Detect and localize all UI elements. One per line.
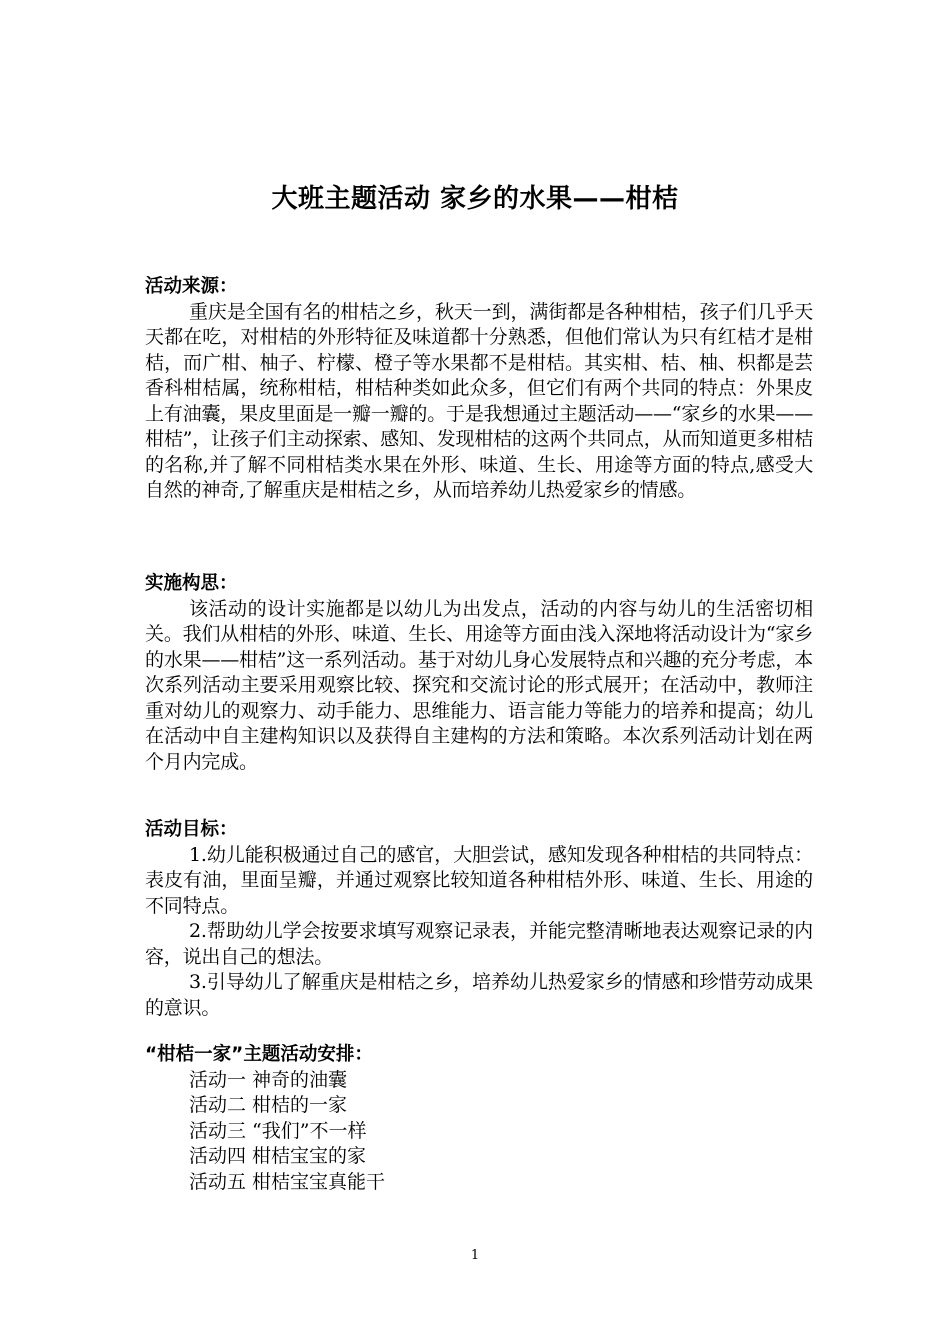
section-heading: 实施构思： xyxy=(145,573,238,594)
schedule-item-1: 活动一 神奇的油囊 xyxy=(189,1068,348,1091)
section-activity-goals xyxy=(145,817,813,1021)
schedule-item-2: 活动二 柑桔的一家 xyxy=(189,1094,348,1116)
goal-item-1: 1.幼儿能积极通过自己的感官，大胆尝试，感知发现各种柑桔的共同特点：表皮有油，里面呈瓣，并通过观察比较知道各种柑桔外形、味道、生长、用途的不同特点。 xyxy=(145,843,813,917)
goal-item-2: 2.帮助幼儿学会按要求填写观察记录表，并能完整清晰地表达观察记录的内容，说出自己的想法。 xyxy=(145,920,813,968)
schedule-item-5: 活动五 柑桔宝宝真能干 xyxy=(189,1170,386,1193)
schedule-item-3: 活动三 “我们”不一样 xyxy=(189,1119,367,1142)
section-implementation-idea xyxy=(145,571,813,775)
document-title: 大班主题活动 家乡的水果——柑桔 xyxy=(271,184,679,214)
goal-item-3: 3.引导幼儿了解重庆是柑桔之乡，培养幼儿热爱家乡的情感和珍惜劳动成果的意识。 xyxy=(145,971,813,1019)
schedule-item-4: 活动四 柑桔宝宝的家 xyxy=(189,1145,367,1167)
section-heading: 活动目标： xyxy=(145,819,238,840)
section-heading: “柑桔一家”主题活动安排： xyxy=(145,1044,373,1065)
page-number: 1 xyxy=(470,1248,480,1263)
section-paragraph: 该活动的设计实施都是以幼儿为出发点，活动的内容与幼儿的生活密切相关。我们从柑桔的外形、味道、生长、用途等方面由浅入深地将活动设计为“家乡的水果——柑桔”这一系列活动。基于对幼儿身心发展特点和兴趣的充分考虑，本次系列活动主要采用观察比较、探究和交流讨论的形式展开；在活动中，教师注重对幼儿的观察力、动手能力、思维能力、语言能力等能力的培养和提高；幼儿在活动中自主建构知识以及获得自主建构的方法和策略。本次系列活动计划在两个月内完成。 xyxy=(145,597,813,773)
section-activity-source xyxy=(145,274,813,504)
section-heading: 活动来源： xyxy=(145,276,238,297)
section-paragraph: 重庆是全国有名的柑桔之乡，秋天一到，满街都是各种柑桔，孩子们几乎天天都在吃，对柑桔的外形特征及味道都十分熟悉，但他们常认为只有红桔才是柑桔，而广柑、柚子、柠檬、橙子等水果都不是柑桔。其实柑、桔、柚、枳都是芸香科柑桔属，统称柑桔，柑桔种类如此众多，但它们有两个共同的特点：外果皮上有油囊，果皮里面是一瓣一瓣的。于是我想通过主题活动——“家乡的水果——柑桔”，让孩子们主动探索、感知、发现柑桔的这两个共同点，从而知道更多柑桔的名称,并了解不同柑桔类水果在外形、味道、生长、用途等方面的特点,感受大自然的神奇,了解重庆是柑桔之乡，从而培养幼儿热爱家乡的情感。 xyxy=(145,300,813,501)
section-activity-schedule xyxy=(145,1042,813,1195)
